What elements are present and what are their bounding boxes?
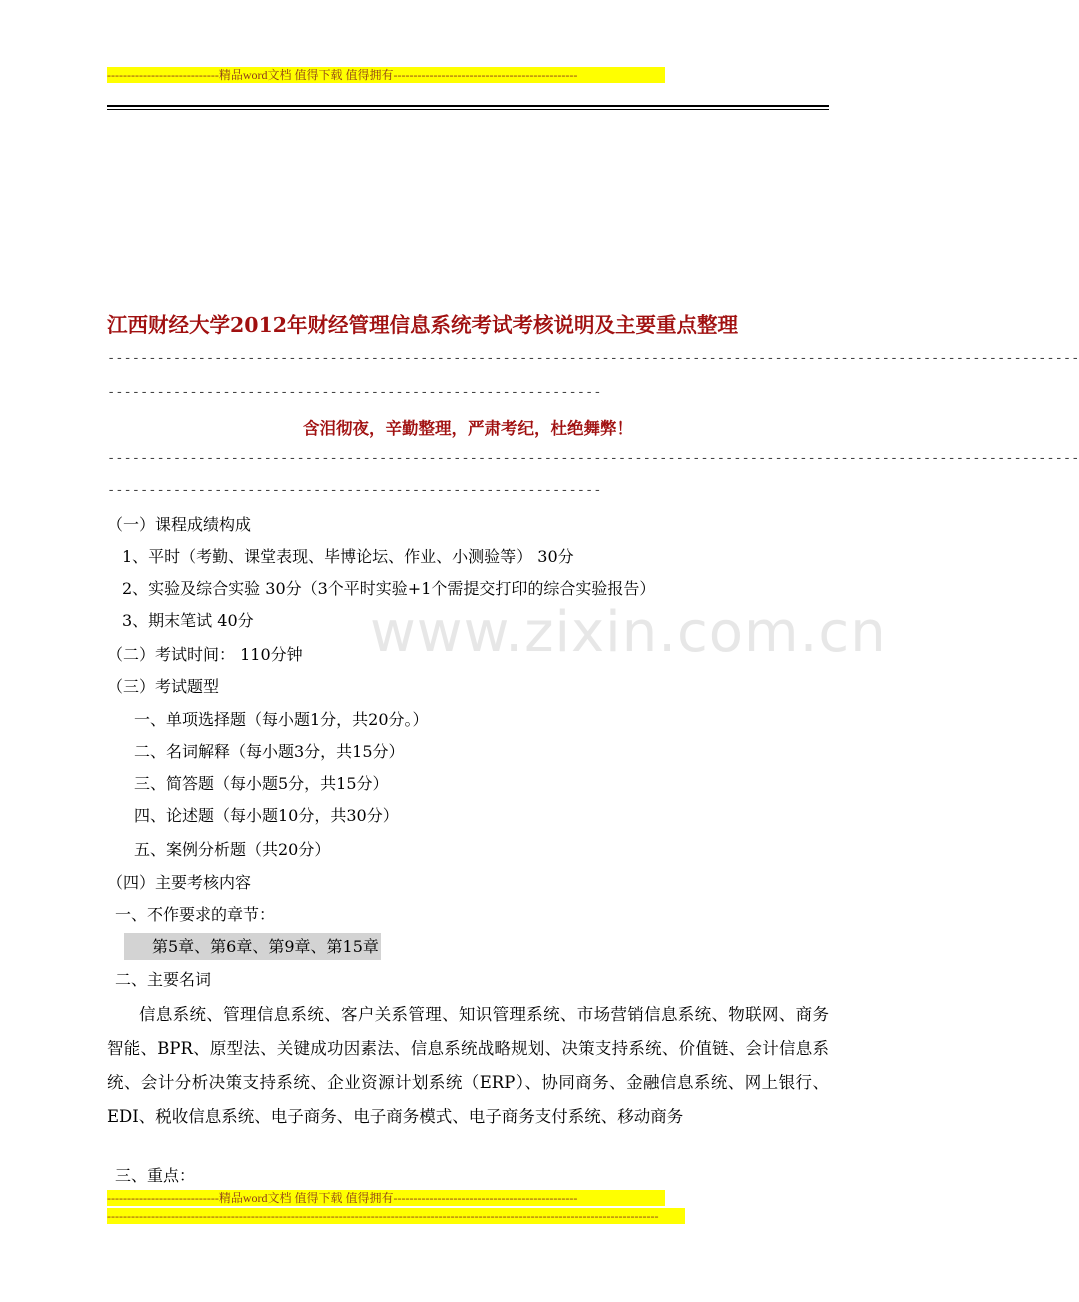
- subsection-heading: 二、主要名词: [115, 970, 212, 989]
- watermark: www.zixin.com.cn: [370, 600, 887, 665]
- dash-divider: ------------------------------------------------------------: [107, 482, 602, 498]
- subsection-heading: 一、不作要求的章节：: [115, 905, 276, 924]
- section-heading: （二）考试时间： 110分钟: [107, 645, 303, 664]
- dash-divider: ----------------------------------------------------------------------------------------------------------------------: [107, 450, 1079, 466]
- highlighted-chapters: 第5章、第6章、第9章、第15章: [124, 933, 381, 960]
- footer-banner-dashes: ------------------------------------------------------------------------------------------------------------------------------------------: [107, 1208, 685, 1224]
- section-heading: （四）主要考核内容: [107, 873, 252, 892]
- list-item: 3、期末笔试 40分: [122, 611, 254, 630]
- footer-banner: ----------------------------精品word文档 值得下载 值得拥有----------------------------------------------: [107, 1190, 665, 1206]
- document-title: 江西财经大学2012年财经管理信息系统考试考核说明及主要重点整理: [107, 313, 739, 337]
- header-banner: ----------------------------精品word文档 值得下载 值得拥有----------------------------------------------: [107, 67, 665, 83]
- subsection-heading: 三、重点：: [115, 1166, 196, 1185]
- section-heading: （一）课程成绩构成: [107, 515, 252, 534]
- list-item: 二、名词解释（每小题3分，共15分）: [134, 742, 405, 761]
- dash-divider: ------------------------------------------------------------: [107, 384, 602, 400]
- section-heading: （三）考试题型: [107, 677, 220, 696]
- slogan: 含泪彻夜，辛勤整理，严肃考纪，杜绝舞弊！: [303, 419, 633, 438]
- list-item: 2、实验及综合实验 30分（3个平时实验+1个需提交打印的综合实验报告）: [122, 579, 656, 598]
- list-item: 四、论述题（每小题10分，共30分）: [134, 806, 399, 825]
- header-rule-thin: [107, 109, 829, 110]
- list-item: 五、案例分析题（共20分）: [134, 840, 331, 859]
- dash-divider: ----------------------------------------------------------------------------------------------------------------------: [107, 350, 1079, 366]
- list-item: 1、平时（考勤、课堂表现、毕博论坛、作业、小测验等） 30分: [122, 547, 574, 566]
- list-item: 一、单项选择题（每小题1分，共20分。）: [134, 710, 429, 729]
- terms-paragraph: 信息系统、管理信息系统、客户关系管理、知识管理系统、市场营销信息系统、物联网、商务智能、BPR、原型法、关键成功因素法、信息系统战略规划、决策支持系统、价值链、会计信息系统、会计分析决策支持系统、企业资源计划系统（ERP）、协同商务、金融信息系统、网上银行、EDI、税收信息系统、电子商务、电子商务模式、电子商务支付系统、移动商务: [107, 1005, 829, 1126]
- list-item: 三、简答题（每小题5分，共15分）: [134, 774, 389, 793]
- header-rule-thick: [107, 105, 829, 107]
- excluded-chapters: [124, 937, 381, 957]
